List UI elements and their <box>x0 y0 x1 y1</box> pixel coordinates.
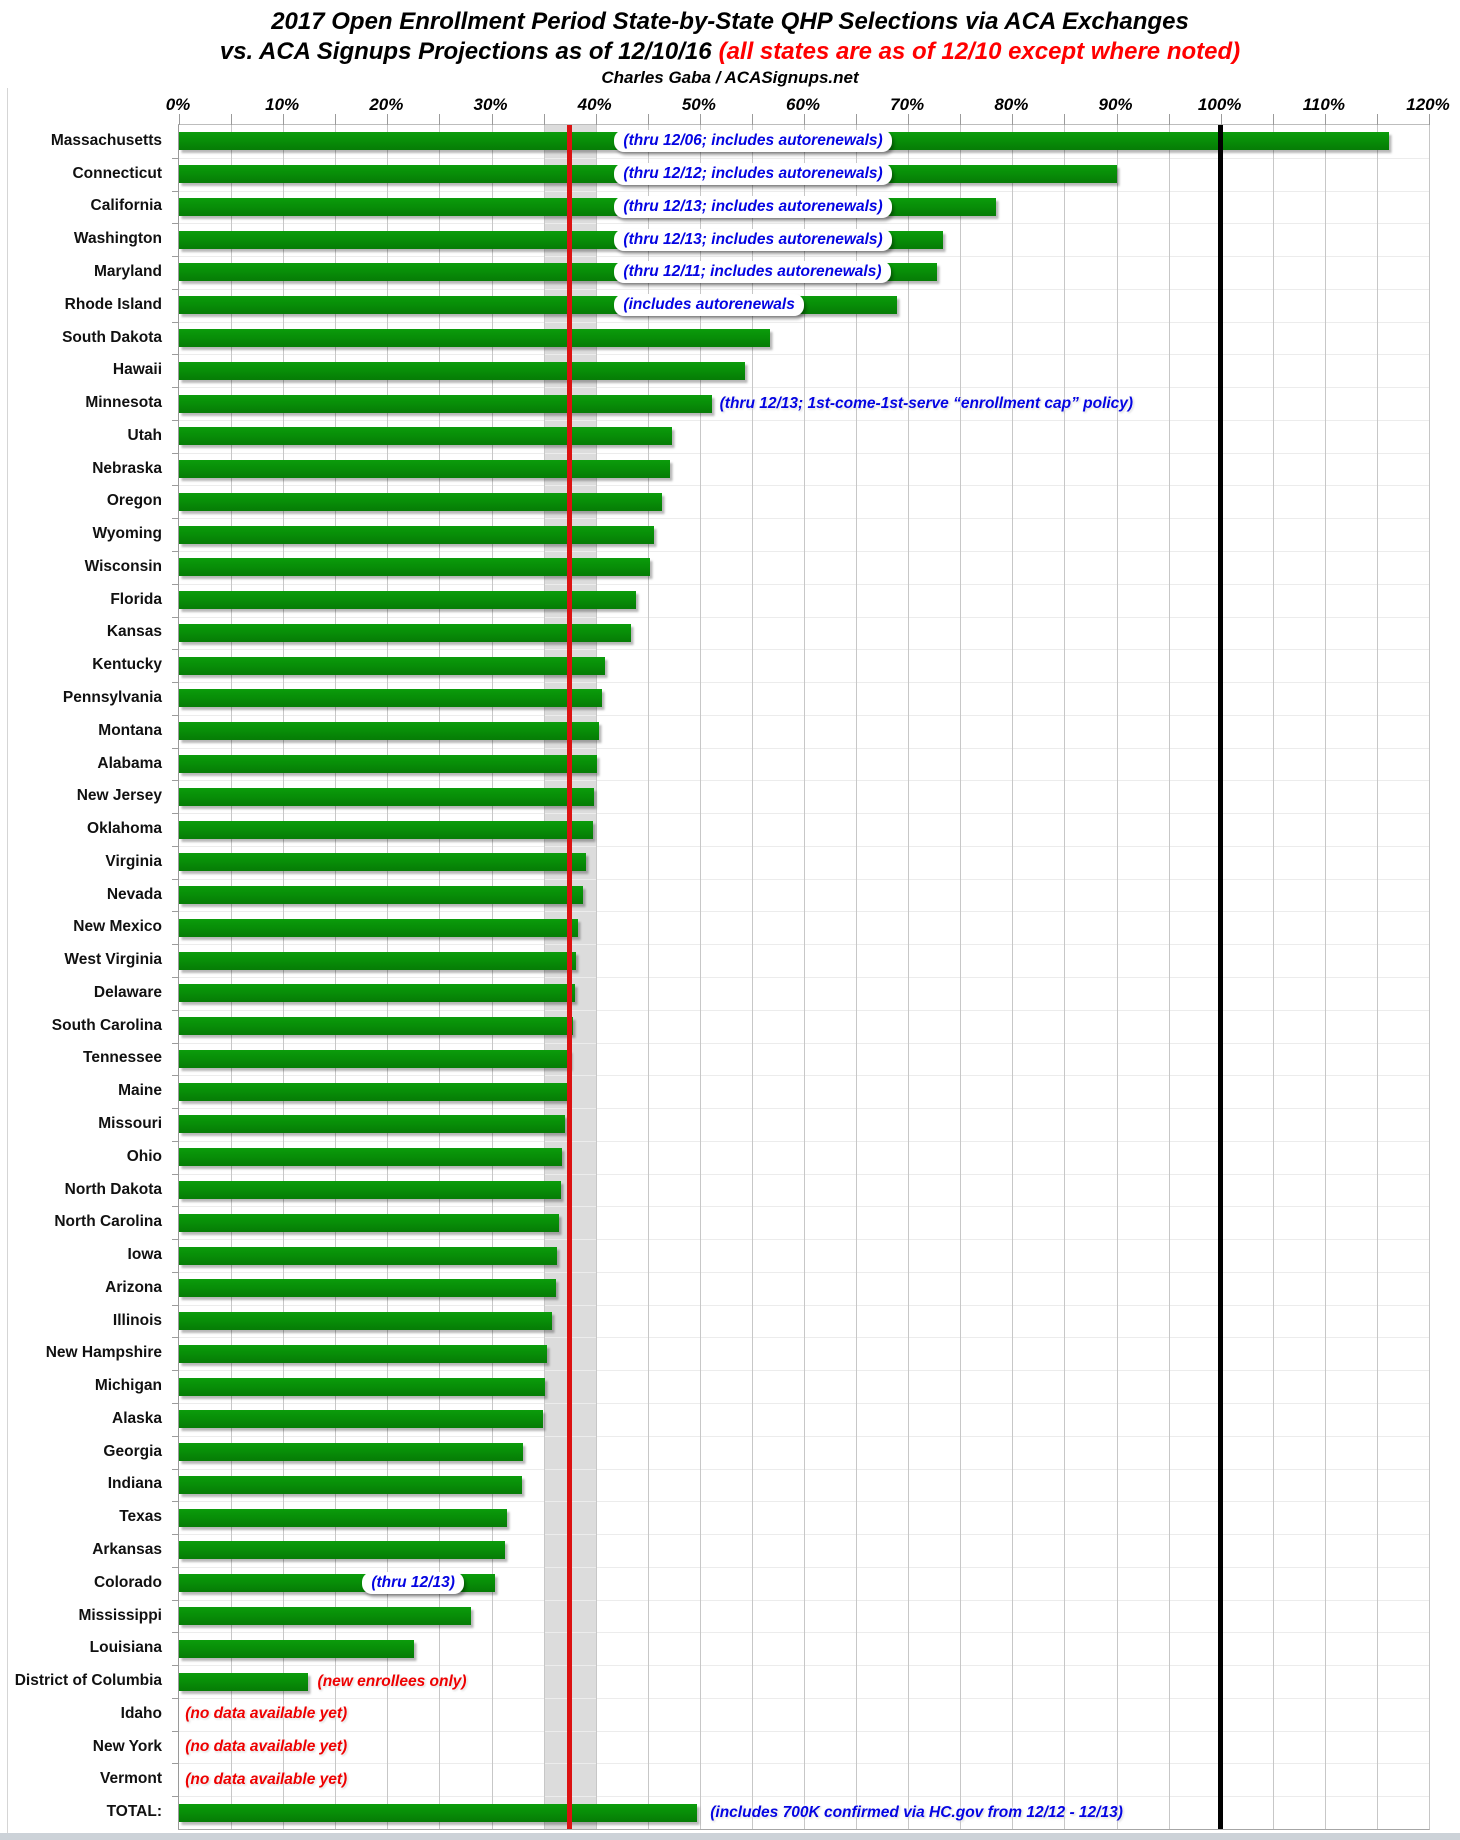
state-label: Indiana <box>107 1475 162 1493</box>
state-label: New Mexico <box>73 918 162 936</box>
category-tick <box>172 256 179 257</box>
x-tick-label: 0% <box>165 95 191 114</box>
state-label: West Virginia <box>64 951 162 969</box>
bottom-edge-strip <box>0 1833 1460 1840</box>
bar-note: (includes autorenewals <box>614 294 803 316</box>
bar <box>179 755 597 773</box>
bar <box>179 1017 573 1035</box>
state-label: District of Columbia <box>14 1672 162 1690</box>
category-tick <box>172 879 179 880</box>
x-tick-label: 60% <box>785 95 821 114</box>
state-label: Washington <box>73 230 162 248</box>
state-label: Utah <box>127 426 162 444</box>
bar <box>179 1181 561 1199</box>
state-label: Arkansas <box>92 1540 162 1558</box>
grid-line <box>804 125 805 1829</box>
category-tick <box>172 1436 179 1437</box>
state-label: Kentucky <box>92 656 162 674</box>
state-label: Oregon <box>106 492 162 510</box>
category-tick <box>172 1206 179 1207</box>
x-tick-label: 80% <box>994 95 1029 114</box>
category-tick <box>172 944 179 945</box>
state-label: Michigan <box>94 1377 162 1395</box>
bar <box>179 886 583 904</box>
category-tick <box>172 1403 179 1404</box>
page-subtitle <box>0 37 1460 67</box>
byline: Charles Gaba / ACASignups.net <box>601 68 859 87</box>
bar <box>179 1509 507 1527</box>
state-label: Pennsylvania <box>62 688 162 706</box>
bar <box>179 1640 414 1658</box>
grid-line <box>908 125 909 1829</box>
category-tick <box>172 1010 179 1011</box>
grid-line <box>752 125 753 1829</box>
category-tick <box>172 1272 179 1273</box>
state-label: Hawaii <box>112 361 162 379</box>
grid-line <box>960 125 961 1829</box>
grid-line <box>1273 125 1274 1829</box>
category-tick <box>172 780 179 781</box>
state-label: Illinois <box>112 1311 162 1329</box>
x-tick-label: 110% <box>1302 95 1345 114</box>
bar-note: (includes 700K confirmed via HC.gov from 12/12 - 12/13) <box>710 1803 1123 1821</box>
state-label: North Dakota <box>64 1180 162 1198</box>
bar <box>179 1443 523 1461</box>
bar <box>179 1083 568 1101</box>
bar <box>179 1541 505 1559</box>
state-label: Alaska <box>112 1409 162 1427</box>
category-tick <box>172 453 179 454</box>
bar-note: (thru 12/13; 1st-come-1st-serve “enrollment cap” policy) <box>719 394 1134 412</box>
category-labels <box>0 124 170 1828</box>
state-label: South Carolina <box>51 1016 162 1034</box>
category-tick <box>172 911 179 912</box>
bar-note: (no data available yet) <box>185 1738 348 1756</box>
category-tick <box>172 846 179 847</box>
bar <box>179 1804 697 1822</box>
category-tick <box>172 584 179 585</box>
state-label: Florida <box>110 590 162 608</box>
bar <box>179 1214 559 1232</box>
bar <box>179 1410 543 1428</box>
bar <box>179 427 672 445</box>
grid-line <box>1325 125 1326 1829</box>
category-tick <box>172 289 179 290</box>
bar <box>179 493 662 511</box>
category-tick <box>172 1075 179 1076</box>
state-label: TOTAL: <box>106 1803 162 1821</box>
category-tick <box>172 1305 179 1306</box>
bar <box>179 1115 565 1133</box>
bar <box>179 526 654 544</box>
state-label: New Hampshire <box>45 1344 162 1362</box>
x-tick-label: 90% <box>1098 95 1133 114</box>
category-tick <box>172 1337 179 1338</box>
bar <box>179 722 599 740</box>
state-label: Wyoming <box>92 525 162 543</box>
grid-line <box>544 125 545 1829</box>
state-label: California <box>90 197 162 215</box>
projection-100pct-line <box>1218 125 1223 1829</box>
grid-line <box>1117 125 1118 1829</box>
grid-line <box>1012 125 1013 1829</box>
x-tick-label: 30% <box>473 95 508 114</box>
category-tick <box>172 387 179 388</box>
category-tick <box>172 223 179 224</box>
bar <box>179 1279 556 1297</box>
state-label: Rhode Island <box>64 295 162 313</box>
state-label: Colorado <box>93 1573 162 1591</box>
category-tick <box>172 1043 179 1044</box>
bar-note: (thru 12/11; includes autorenewals) <box>614 261 890 283</box>
state-label: Wisconsin <box>84 557 162 575</box>
state-label: Minnesota <box>85 394 162 412</box>
plot-area <box>178 124 1430 1830</box>
bar <box>179 984 575 1002</box>
state-label: Tennessee <box>83 1049 162 1067</box>
grid-line <box>1377 125 1378 1829</box>
bar <box>179 1345 547 1363</box>
bar <box>179 362 745 380</box>
grid-line <box>1064 125 1065 1829</box>
state-label: Missouri <box>98 1114 162 1132</box>
category-tick <box>172 1469 179 1470</box>
category-tick <box>172 1665 179 1666</box>
axis-tick <box>1429 114 1430 125</box>
bar-note: (thru 12/06; includes autorenewals) <box>614 130 891 152</box>
bar <box>179 821 593 839</box>
grid-line <box>596 125 597 1829</box>
category-tick <box>172 748 179 749</box>
bar <box>179 460 670 478</box>
bar <box>179 1476 522 1494</box>
state-label: Texas <box>119 1508 162 1526</box>
state-label: Mississippi <box>78 1606 162 1624</box>
state-label: Massachusetts <box>50 131 162 149</box>
x-tick-label: 100% <box>1197 95 1242 114</box>
state-label: Louisiana <box>89 1639 162 1657</box>
bar <box>179 1050 570 1068</box>
subtitle-red-note: (all states are as of 12/10 except where noted) <box>718 38 1241 65</box>
bar-note: (thru 12/13) <box>362 1572 464 1594</box>
category-tick <box>172 1600 179 1601</box>
x-tick-label: 50% <box>681 95 716 114</box>
state-label: Montana <box>98 721 162 739</box>
subtitle-black: vs. ACA Signups Projections as of 12/10/16 <box>219 38 712 65</box>
bar <box>179 558 650 576</box>
bar-note: (no data available yet) <box>185 1705 348 1723</box>
category-tick <box>172 1239 179 1240</box>
state-label: Oklahoma <box>87 820 162 838</box>
state-label: Connecticut <box>72 164 162 182</box>
category-tick <box>172 1698 179 1699</box>
state-label: Ohio <box>126 1147 162 1165</box>
category-tick <box>172 1763 179 1764</box>
page-title: 2017 Open Enrollment Period State-by-State QHP Selections via ACA Exchanges <box>271 8 1189 35</box>
bar <box>179 853 586 871</box>
category-tick <box>172 1370 179 1371</box>
category-tick <box>172 1108 179 1109</box>
bar-note: (thru 12/13; includes autorenewals) <box>614 229 891 251</box>
grid-line <box>856 125 857 1829</box>
title-block <box>0 6 1460 88</box>
category-tick <box>172 813 179 814</box>
x-tick-label: 20% <box>369 95 404 114</box>
state-label: Maine <box>118 1082 162 1100</box>
category-tick <box>172 715 179 716</box>
category-tick <box>172 1501 179 1502</box>
bar <box>179 1312 552 1330</box>
bar <box>179 657 605 675</box>
bar <box>179 1673 308 1691</box>
x-tick-label: 40% <box>577 95 612 114</box>
bar <box>179 395 712 413</box>
state-label: Vermont <box>99 1770 162 1788</box>
x-tick-label: 70% <box>890 95 925 114</box>
category-tick <box>172 1174 179 1175</box>
state-label: New Jersey <box>76 787 162 805</box>
state-label: Delaware <box>93 983 162 1001</box>
category-tick <box>172 485 179 486</box>
category-tick <box>172 551 179 552</box>
bar-note: (no data available yet) <box>185 1770 348 1788</box>
state-label: North Carolina <box>54 1213 162 1231</box>
category-tick <box>172 682 179 683</box>
x-tick-label: 10% <box>265 95 300 114</box>
category-tick <box>172 518 179 519</box>
state-label: Arizona <box>105 1278 162 1296</box>
grid-line <box>648 125 649 1829</box>
bar <box>179 1378 545 1396</box>
state-label: Nebraska <box>92 459 162 477</box>
bar <box>179 1247 557 1265</box>
category-tick <box>172 158 179 159</box>
grid-line <box>700 125 701 1829</box>
bar <box>179 329 770 347</box>
category-tick <box>172 420 179 421</box>
category-tick <box>172 322 179 323</box>
bar <box>179 689 602 707</box>
state-label: Iowa <box>127 1246 162 1264</box>
bar <box>179 624 631 642</box>
state-label: Idaho <box>120 1704 162 1722</box>
x-tick-label: 120% <box>1406 95 1450 114</box>
bar-note: (thru 12/13; includes autorenewals) <box>614 196 891 218</box>
category-tick <box>172 1731 179 1732</box>
bar <box>179 1148 562 1166</box>
category-tick <box>172 1534 179 1535</box>
state-label: South Dakota <box>62 328 162 346</box>
state-label: Kansas <box>106 623 162 641</box>
x-axis <box>165 95 1450 119</box>
state-label: Nevada <box>106 885 162 903</box>
state-label: Maryland <box>93 262 162 280</box>
category-tick <box>172 191 179 192</box>
category-tick <box>172 617 179 618</box>
bar <box>179 788 594 806</box>
category-tick <box>172 1796 179 1797</box>
category-tick <box>172 649 179 650</box>
state-label: New York <box>92 1737 162 1755</box>
category-tick <box>172 354 179 355</box>
state-label: Virginia <box>105 852 162 870</box>
state-label: Alabama <box>97 754 162 772</box>
category-tick <box>172 1141 179 1142</box>
category-tick <box>172 977 179 978</box>
state-label: Georgia <box>103 1442 162 1460</box>
bar <box>179 1607 471 1625</box>
category-tick <box>172 1632 179 1633</box>
grid-line <box>1169 125 1170 1829</box>
average-line <box>567 125 572 1829</box>
category-tick <box>172 1567 179 1568</box>
bar-note: (new enrollees only) <box>317 1672 467 1690</box>
bar-note: (thru 12/12; includes autorenewals) <box>614 163 891 185</box>
bar <box>179 919 578 937</box>
bar <box>179 952 576 970</box>
